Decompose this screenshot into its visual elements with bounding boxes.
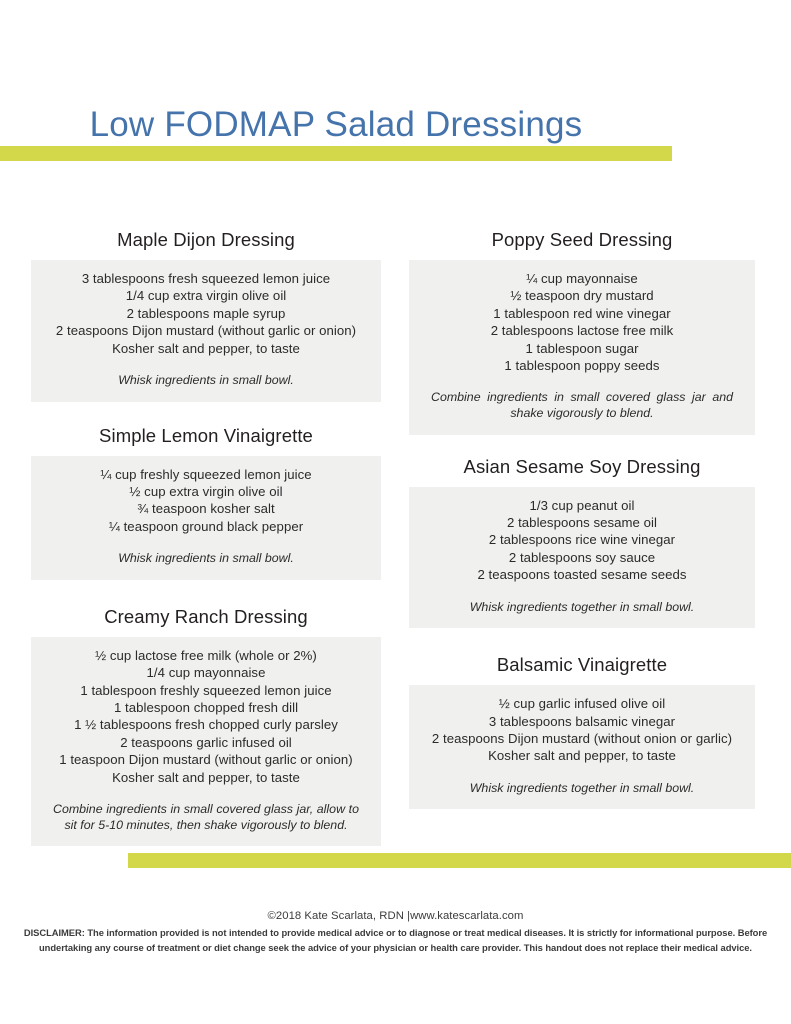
footer-accent-bar: [128, 853, 791, 868]
ingredient-item: 1 tablespoon sugar: [525, 340, 639, 356]
recipe-title: Poppy Seed Dressing: [491, 229, 673, 250]
disclaimer-text: DISCLAIMER: The information provided is not intended to provide medical advice or to diagnose or treat medical diseases. It is strictly for informational purpose. Before undertaking any course of treatment or diet change seek the advice of your physician or health care provider. This handout does not replace their medical advice.: [23, 927, 768, 953]
recipe-title: Maple Dijon Dressing: [117, 229, 295, 250]
ingredient-item: 2 teaspoons Dijon mustard (without garlic or onion): [55, 323, 357, 339]
ingredient-item: 1 teaspoon Dijon mustard (without garlic or onion): [59, 752, 353, 768]
right-recipe-column: [381, 228, 791, 809]
ingredient-item: ¾ teaspoon kosher salt: [137, 501, 275, 517]
recipe-card-poppy-seed-dressing: [409, 228, 755, 435]
recipe-title: Simple Lemon Vinaigrette: [99, 424, 313, 446]
recipe-instruction: Whisk ingredients in small bowl.: [118, 373, 294, 388]
recipe-body: [409, 487, 755, 629]
recipe-title: Creamy Ranch Dressing: [104, 605, 308, 627]
ingredient-item: ¼ cup freshly squeezed lemon juice: [100, 466, 312, 482]
ingredient-item: 2 teaspoons toasted sesame seeds: [477, 567, 687, 583]
ingredient-item: ¼ teaspoon ground black pepper: [108, 518, 304, 534]
ingredient-list: [39, 270, 373, 357]
ingredient-item: 3 tablespoons balsamic vinegar: [488, 713, 676, 729]
recipe-columns: [0, 228, 791, 846]
ingredient-item: 1/4 cup extra virgin olive oil: [125, 288, 287, 304]
ingredient-item: 2 tablespoons maple syrup: [126, 305, 286, 321]
ingredient-item: 1 tablespoon red wine vinegar: [493, 305, 671, 321]
ingredient-item: 2 teaspoons Dijon mustard (without onion or garlic): [431, 731, 733, 747]
recipe-instruction: Combine ingredients in small covered glass jar, allow to sit for 5-10 minutes, then shake vigorously to blend.: [53, 802, 359, 832]
spacer: [31, 402, 381, 424]
left-recipe-column: [0, 228, 381, 846]
recipe-body: [31, 260, 381, 402]
page-header: [0, 0, 791, 175]
ingredient-item: 1 ½ tablespoons fresh chopped curly parsley: [74, 717, 338, 733]
ingredient-item: ½ cup lactose free milk (whole or 2%): [95, 647, 317, 663]
copyright-line: ©2018 Kate Scarlata, RDN |www.katescarlata.com: [267, 910, 524, 922]
ingredient-item: 2 teaspoons garlic infused oil: [120, 734, 292, 750]
ingredient-item: 2 tablespoons soy sauce: [508, 549, 656, 565]
recipe-instruction: Whisk ingredients in small bowl.: [118, 551, 294, 566]
recipe-card-creamy-ranch-dressing: [31, 605, 381, 846]
ingredient-list: [417, 270, 747, 374]
page-footer: [0, 839, 791, 1024]
ingredient-item: ¼ cup mayonnaise: [526, 271, 638, 286]
ingredient-list: [39, 466, 373, 536]
ingredient-item: Kosher salt and pepper, to taste: [112, 340, 300, 356]
recipe-card-maple-dijon-dressing: [31, 228, 381, 402]
spacer: [409, 435, 755, 455]
ingredient-list: [39, 647, 373, 786]
ingredient-item: 1/4 cup mayonnaise: [146, 665, 266, 681]
recipe-instruction: Combine ingredients in small covered glass jar and shake vigorously to blend.: [431, 390, 733, 421]
ingredient-list: [417, 695, 747, 765]
ingredient-item: 1 tablespoon chopped fresh dill: [113, 700, 299, 716]
recipe-instruction: Whisk ingredients together in small bowl.: [469, 780, 695, 795]
recipe-title: Asian Sesame Soy Dressing: [463, 455, 701, 477]
recipe-instruction: Whisk ingredients together in small bowl.: [469, 599, 695, 614]
ingredient-item: 3 tablespoons fresh squeezed lemon juice: [81, 271, 331, 286]
ingredient-item: 2 tablespoons rice wine vinegar: [488, 532, 676, 548]
recipe-title: Balsamic Vinaigrette: [496, 654, 668, 676]
recipe-body: [409, 260, 755, 435]
ingredient-item: ½ teaspoon dry mustard: [510, 288, 654, 304]
ingredient-item: 1 tablespoon freshly squeezed lemon juice: [80, 682, 332, 698]
spacer: [409, 628, 755, 653]
recipe-card-simple-lemon-vinaigrette: [31, 424, 381, 580]
recipe-body: [31, 456, 381, 580]
recipe-body: [31, 637, 381, 846]
ingredient-item: ½ cup extra virgin olive oil: [129, 484, 283, 500]
recipe-card-asian-sesame-soy-dressing: [409, 455, 755, 629]
header-accent-bar: [0, 146, 672, 161]
ingredient-item: Kosher salt and pepper, to taste: [112, 769, 300, 785]
ingredient-item: 2 tablespoons sesame oil: [506, 515, 658, 531]
spacer: [31, 580, 381, 605]
ingredient-list: [417, 497, 747, 584]
ingredient-item: 1/3 cup peanut oil: [529, 497, 635, 513]
recipe-card-balsamic-vinaigrette: [409, 653, 755, 809]
page-title: Low FODMAP Salad Dressings: [89, 105, 583, 144]
recipe-body: [409, 685, 755, 809]
ingredient-item: ½ cup garlic infused olive oil: [498, 696, 666, 712]
ingredient-item: Kosher salt and pepper, to taste: [488, 748, 676, 764]
ingredient-item: 2 tablespoons lactose free milk: [490, 323, 674, 339]
ingredient-item: 1 tablespoon poppy seeds: [504, 358, 660, 374]
